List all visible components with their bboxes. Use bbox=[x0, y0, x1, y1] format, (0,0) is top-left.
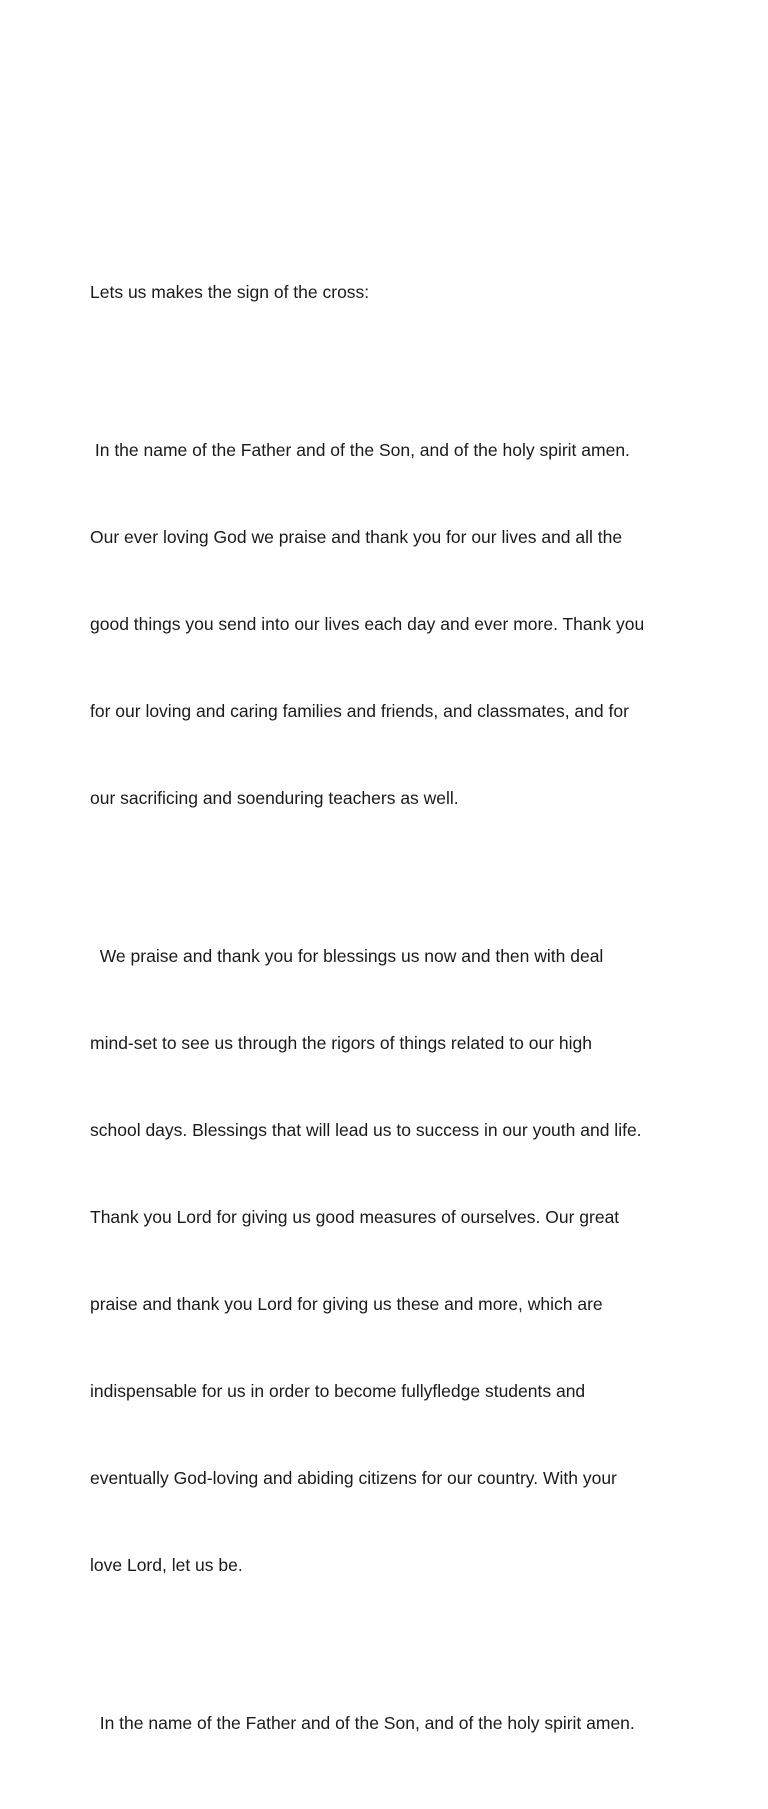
closing-line: In the name of the Father and of the Son, and of the holy spirit amen. bbox=[90, 1713, 635, 1733]
text-line: eventually God-loving and abiding citizens for our country. With your bbox=[90, 1468, 617, 1488]
text-line: We praise and thank you for blessings us now and then with deal bbox=[90, 946, 604, 966]
text-line: In the name of the Father and of the Son, and of the holy spirit amen. bbox=[90, 440, 630, 460]
heading-paragraph bbox=[90, 220, 690, 365]
text-line: Thank you Lord for giving us good measures of ourselves. Our great bbox=[90, 1207, 620, 1227]
text-line: love Lord, let us be. bbox=[90, 1555, 243, 1575]
closing-paragraph bbox=[90, 1651, 690, 1796]
opening-prayer-paragraph bbox=[90, 378, 690, 871]
document-body bbox=[90, 220, 690, 1809]
text-line: indispensable for us in order to become fullyfledge students and bbox=[90, 1381, 586, 1401]
text-line: good things you send into our lives each day and ever more. Thank you bbox=[90, 614, 645, 634]
text-line: mind-set to see us through the rigors of things related to our high bbox=[90, 1033, 592, 1053]
text-line: our sacrificing and soenduring teachers as well. bbox=[90, 788, 459, 808]
heading-line: Lets us makes the sign of the cross: bbox=[90, 282, 370, 302]
text-line: school days. Blessings that will lead us to success in our youth and life. bbox=[90, 1120, 642, 1140]
text-line: praise and thank you Lord for giving us these and more, which are bbox=[90, 1294, 603, 1314]
praise-paragraph bbox=[90, 884, 690, 1638]
text-line: Our ever loving God we praise and thank you for our lives and all the bbox=[90, 527, 623, 547]
text-line: for our loving and caring families and friends, and classmates, and for bbox=[90, 701, 629, 721]
